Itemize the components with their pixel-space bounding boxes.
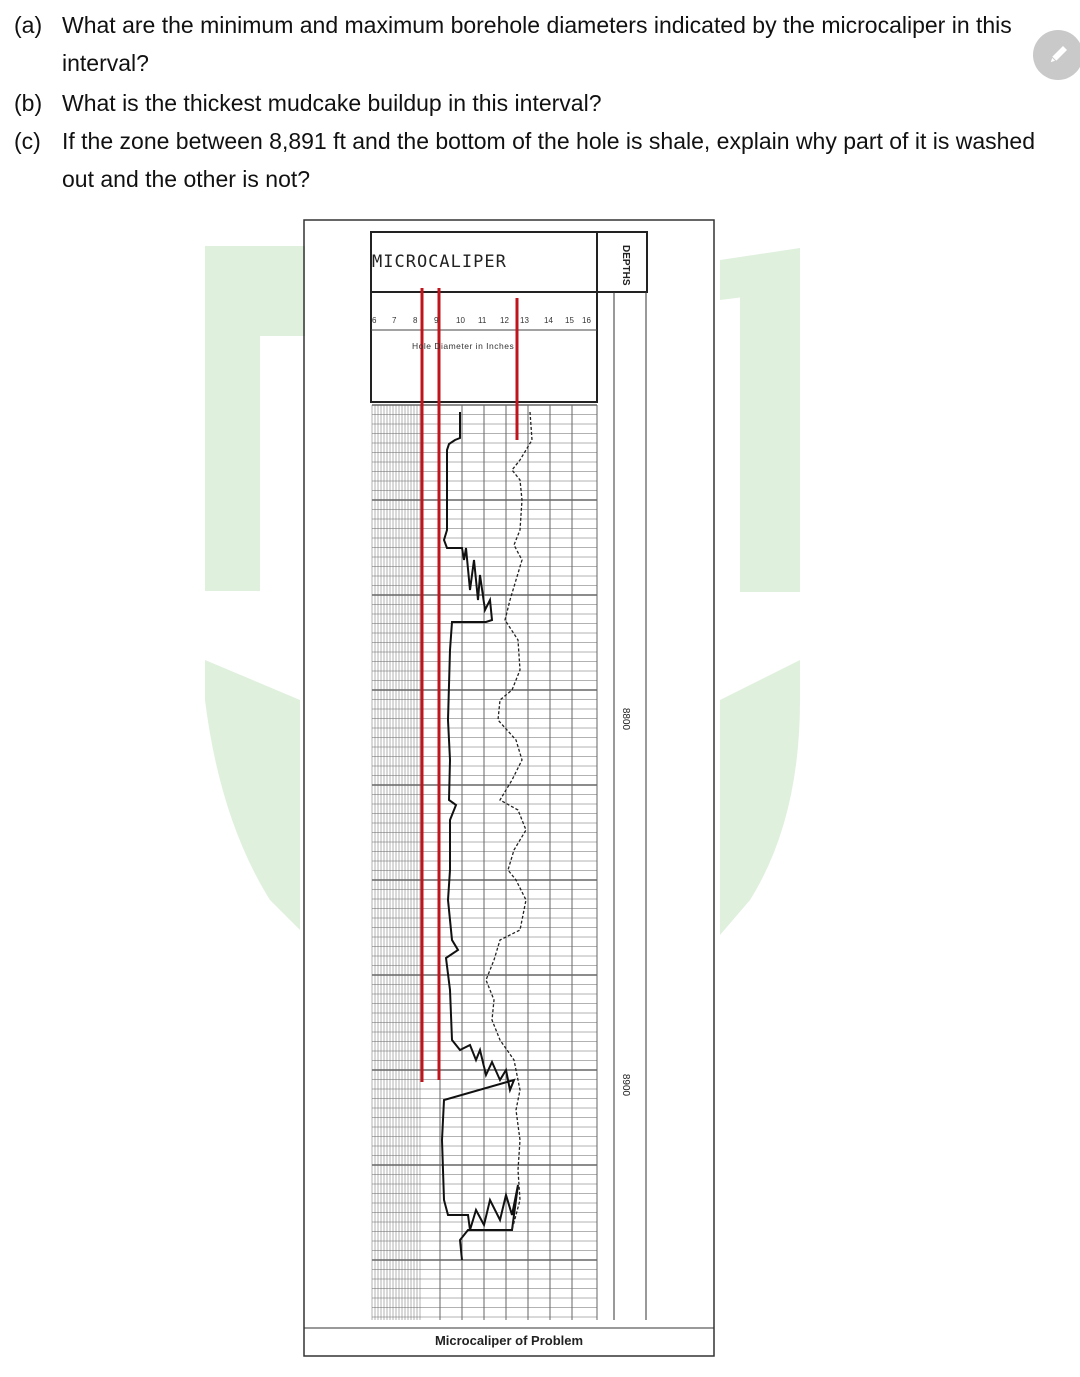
question-a-label: (a)	[14, 12, 43, 38]
scale-tick: 10	[456, 316, 465, 325]
scale-tick: 13	[520, 316, 529, 325]
scale-tick: 11	[478, 316, 487, 325]
scale-tick: 9	[434, 316, 439, 325]
scale-tick: 16	[582, 316, 591, 325]
caliper-curve-solid	[442, 412, 518, 1260]
scale-tick: 8	[413, 316, 418, 325]
question-c-label: (c)	[14, 128, 41, 154]
question-b-text: What is the thickest mudcake buildup in this interval?	[62, 90, 602, 116]
figure-caption: Microcaliper of Problem	[434, 1333, 584, 1348]
scale-tick: 6	[372, 316, 377, 325]
scale-tick: 15	[565, 316, 574, 325]
depth-mark-8800: 8800	[620, 707, 631, 731]
scale-caption: Hole Diameter in Inches	[412, 341, 515, 351]
question-a-text: What are the minimum and maximum borehole diameters indicated by the microcaliper in this interval?	[62, 12, 1012, 76]
log-title: MICROCALIPER	[372, 252, 507, 272]
log-grid	[372, 405, 597, 1320]
depth-mark-8900: 8900	[620, 1073, 631, 1097]
scale-tick: 12	[500, 316, 509, 325]
question-c-text: If the zone between 8,891 ft and the bottom of the hole is shale, explain why part of it is washed out and the other is not?	[62, 128, 1035, 192]
caliper-curve-dashed	[486, 412, 532, 1230]
question-b-label: (b)	[14, 90, 43, 116]
depths-label: DEPTHS	[620, 245, 631, 286]
scale-tick: 7	[392, 316, 397, 325]
scale-tick: 14	[544, 316, 553, 325]
